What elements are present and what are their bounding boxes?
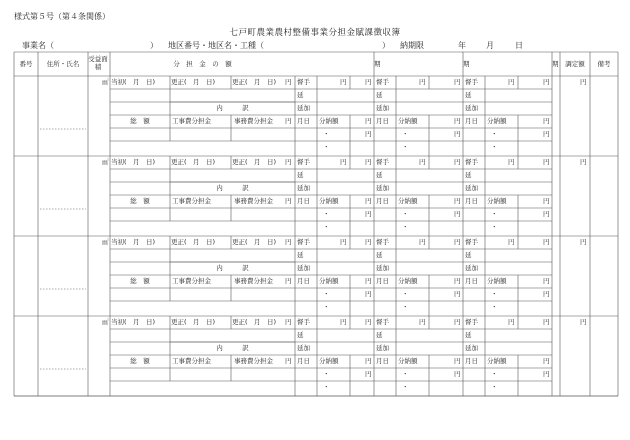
yen-unit: 円 [454, 357, 461, 365]
installment-label: 分納額 [398, 117, 418, 125]
yen-unit: 円 [508, 158, 515, 166]
yen-unit: 円 [543, 277, 550, 285]
yen-unit: 円 [454, 370, 461, 378]
month-day-label: 月日 [465, 117, 478, 125]
reminder-label: 督手 [465, 238, 478, 246]
reminder-label: 督手 [297, 318, 310, 326]
yen-unit: 円 [454, 78, 461, 86]
month-day-label: 月日 [465, 277, 478, 285]
area-label: 地区番号・地区名・工種（ [168, 41, 264, 50]
yen-unit: 円 [365, 197, 372, 205]
yen-unit: 円 [365, 78, 372, 86]
dot-mark: ・ [402, 210, 409, 218]
yen-unit: 円 [340, 238, 347, 246]
month-day-label: 月日 [376, 197, 389, 205]
breakdown-label: 内 訳 [216, 344, 249, 352]
delay-label: 延 [297, 331, 304, 339]
delay-add-label: 延加 [297, 104, 310, 112]
month-day-label: 月日 [297, 117, 310, 125]
month-day-label: 月日 [465, 197, 478, 205]
month-day-label: 月日 [376, 357, 389, 365]
delay-label: 延 [297, 171, 304, 179]
dot-mark: ・ [323, 290, 330, 298]
deadline-month: 月 [486, 41, 494, 50]
installment-label: 分納額 [319, 197, 339, 205]
reminder-label: 督手 [376, 238, 389, 246]
office-share-label: 事務費分担金 [234, 197, 273, 205]
construction-share-label: 工事費分担金 [172, 277, 211, 285]
yen-unit: 円 [365, 158, 372, 166]
breakdown-label: 内 訳 [216, 104, 249, 112]
breakdown-label: 内 訳 [216, 184, 249, 192]
delay-label: 延 [465, 91, 472, 99]
col-term-2: 期 [463, 60, 470, 68]
yen-unit: 円 [543, 197, 550, 205]
dot-mark: ・ [323, 383, 330, 391]
revision-date: 更正( 月 日) [171, 78, 216, 86]
deadline-day: 日 [515, 41, 523, 50]
delay-add-label: 延加 [297, 184, 310, 192]
record-block [0, 76, 630, 156]
total-label: 総 額 [130, 277, 150, 285]
area-unit: ㎡ [102, 238, 109, 246]
installment-label: 分納額 [487, 357, 507, 365]
record-block [0, 156, 630, 236]
dot-mark: ・ [402, 290, 409, 298]
dot-mark: ・ [402, 383, 409, 391]
revision-date: 更正( 月 日) [171, 158, 216, 166]
delay-label: 延 [297, 91, 304, 99]
yen-unit: 円 [419, 78, 426, 86]
initial-date: 当初( 月 日) [111, 78, 156, 86]
col-term-3: 期 [552, 60, 559, 68]
dot-mark: ・ [491, 210, 498, 218]
yen-unit: 円 [543, 357, 550, 365]
revision-date: 更正( 月 日) [232, 318, 277, 326]
yen-unit: 円 [454, 318, 461, 326]
yen-unit: 円 [365, 277, 372, 285]
yen-unit: 円 [508, 238, 515, 246]
delay-add-label: 延加 [376, 184, 389, 192]
reminder-label: 督手 [376, 318, 389, 326]
dot-mark: ・ [323, 210, 330, 218]
yen-unit: 円 [543, 238, 550, 246]
yen-unit: 円 [543, 158, 550, 166]
yen-unit: 円 [508, 318, 515, 326]
installment-label: 分納額 [487, 277, 507, 285]
deadline-label: 納期限 [400, 41, 424, 50]
reminder-label: 督手 [376, 78, 389, 86]
area-unit: ㎡ [102, 318, 109, 326]
revision-date: 更正( 月 日) [232, 238, 277, 246]
yen-unit: 円 [454, 238, 461, 246]
yen-unit: 円 [543, 210, 550, 218]
month-day-label: 月日 [376, 277, 389, 285]
yen-unit: 円 [543, 370, 550, 378]
record-block [0, 236, 630, 316]
dot-mark: ・ [402, 143, 409, 151]
installment-label: 分納額 [487, 197, 507, 205]
yen-unit: 円 [454, 197, 461, 205]
reminder-label: 督手 [465, 78, 478, 86]
delay-add-label: 延加 [465, 264, 478, 272]
dot-mark: ・ [323, 130, 330, 138]
project-label: 事業名（ [22, 41, 54, 50]
form-number: 様式第５号（第４条関係） [14, 12, 110, 21]
delay-label: 延 [465, 331, 472, 339]
dot-mark: ・ [323, 370, 330, 378]
month-day-label: 月日 [297, 197, 310, 205]
delay-label: 延 [376, 331, 383, 339]
yen-unit: 円 [454, 210, 461, 218]
installment-label: 分納額 [398, 277, 418, 285]
dot-mark: ・ [402, 303, 409, 311]
yen-unit: 円 [580, 238, 587, 246]
col-remarks: 備考 [597, 60, 611, 68]
dot-mark: ・ [491, 143, 498, 151]
yen-unit: 円 [543, 290, 550, 298]
reminder-label: 督手 [465, 158, 478, 166]
yen-unit: 円 [508, 78, 515, 86]
installment-label: 分納額 [319, 117, 339, 125]
delay-label: 延 [297, 251, 304, 259]
dot-mark: ・ [402, 130, 409, 138]
area-unit: ㎡ [102, 78, 109, 86]
delay-label: 延 [465, 171, 472, 179]
delay-add-label: 延加 [297, 264, 310, 272]
yen-unit: 円 [543, 318, 550, 326]
col-term-1: 期 [374, 60, 381, 68]
total-label: 総 額 [130, 117, 150, 125]
yen-unit: 円 [580, 318, 587, 326]
area-unit: ㎡ [102, 158, 109, 166]
revision-date: 更正( 月 日) [171, 238, 216, 246]
dot-mark: ・ [491, 383, 498, 391]
dot-mark: ・ [491, 303, 498, 311]
month-day-label: 月日 [376, 117, 389, 125]
yen-unit: 円 [365, 290, 372, 298]
yen-unit: 円 [340, 318, 347, 326]
yen-unit: 円 [285, 197, 292, 205]
delay-label: 延 [465, 251, 472, 259]
delay-label: 延 [376, 251, 383, 259]
delay-add-label: 延加 [465, 344, 478, 352]
yen-unit: 円 [285, 78, 292, 86]
project-close: ） [150, 41, 158, 50]
yen-unit: 円 [285, 238, 292, 246]
dot-mark: ・ [491, 290, 498, 298]
initial-date: 当初( 月 日) [111, 318, 156, 326]
yen-unit: 円 [580, 78, 587, 86]
dot-mark: ・ [491, 223, 498, 231]
reminder-label: 督手 [297, 238, 310, 246]
delay-label: 延 [376, 91, 383, 99]
col-benefit-area: 受益面積 [88, 55, 108, 71]
yen-unit: 円 [285, 158, 292, 166]
delay-label: 延 [376, 171, 383, 179]
yen-unit: 円 [285, 357, 292, 365]
yen-unit: 円 [365, 357, 372, 365]
yen-unit: 円 [365, 238, 372, 246]
yen-unit: 円 [543, 78, 550, 86]
office-share-label: 事務費分担金 [234, 277, 273, 285]
total-label: 総 額 [130, 197, 150, 205]
installment-label: 分納額 [319, 357, 339, 365]
page-title: 七戸町農業農村整備事業分担金賦課徴収簿 [229, 28, 401, 38]
breakdown-label: 内 訳 [216, 264, 249, 272]
delay-add-label: 延加 [465, 184, 478, 192]
area-close: ） [382, 41, 390, 50]
yen-unit: 円 [285, 277, 292, 285]
delay-add-label: 延加 [376, 104, 389, 112]
col-adjusted: 調定額 [565, 60, 585, 68]
office-share-label: 事務費分担金 [234, 117, 273, 125]
col-share-amount: 分 担 金 の 額 [173, 60, 232, 68]
installment-label: 分納額 [319, 277, 339, 285]
initial-date: 当初( 月 日) [111, 238, 156, 246]
reminder-label: 督手 [297, 78, 310, 86]
construction-share-label: 工事費分担金 [172, 117, 211, 125]
yen-unit: 円 [454, 130, 461, 138]
installment-label: 分納額 [487, 117, 507, 125]
yen-unit: 円 [543, 117, 550, 125]
installment-label: 分納額 [398, 197, 418, 205]
yen-unit: 円 [580, 158, 587, 166]
reminder-label: 督手 [465, 318, 478, 326]
revision-date: 更正( 月 日) [171, 318, 216, 326]
yen-unit: 円 [454, 117, 461, 125]
dot-mark: ・ [402, 370, 409, 378]
yen-unit: 円 [365, 117, 372, 125]
yen-unit: 円 [340, 78, 347, 86]
initial-date: 当初( 月 日) [111, 158, 156, 166]
dot-mark: ・ [491, 370, 498, 378]
record-block [0, 316, 630, 396]
installment-label: 分納額 [398, 357, 418, 365]
month-day-label: 月日 [297, 357, 310, 365]
yen-unit: 円 [454, 290, 461, 298]
yen-unit: 円 [285, 117, 292, 125]
reminder-label: 督手 [297, 158, 310, 166]
yen-unit: 円 [285, 318, 292, 326]
revision-date: 更正( 月 日) [232, 158, 277, 166]
dot-mark: ・ [323, 223, 330, 231]
revision-date: 更正( 月 日) [232, 78, 277, 86]
yen-unit: 円 [419, 158, 426, 166]
dot-mark: ・ [323, 143, 330, 151]
yen-unit: 円 [419, 318, 426, 326]
deadline-year: 年 [458, 41, 466, 50]
yen-unit: 円 [543, 130, 550, 138]
reminder-label: 督手 [376, 158, 389, 166]
yen-unit: 円 [454, 158, 461, 166]
col-number: 番号 [19, 60, 33, 68]
yen-unit: 円 [365, 210, 372, 218]
dot-mark: ・ [323, 303, 330, 311]
yen-unit: 円 [340, 158, 347, 166]
construction-share-label: 工事費分担金 [172, 357, 211, 365]
month-day-label: 月日 [465, 357, 478, 365]
yen-unit: 円 [419, 238, 426, 246]
delay-add-label: 延加 [376, 344, 389, 352]
dot-mark: ・ [402, 223, 409, 231]
col-address-name: 住所・氏名 [46, 60, 80, 68]
delay-add-label: 延加 [297, 344, 310, 352]
construction-share-label: 工事費分担金 [172, 197, 211, 205]
office-share-label: 事務費分担金 [234, 357, 273, 365]
yen-unit: 円 [365, 318, 372, 326]
delay-add-label: 延加 [376, 264, 389, 272]
yen-unit: 円 [454, 277, 461, 285]
month-day-label: 月日 [297, 277, 310, 285]
dot-mark: ・ [491, 130, 498, 138]
yen-unit: 円 [365, 370, 372, 378]
delay-add-label: 延加 [465, 104, 478, 112]
yen-unit: 円 [365, 130, 372, 138]
total-label: 総 額 [130, 357, 150, 365]
